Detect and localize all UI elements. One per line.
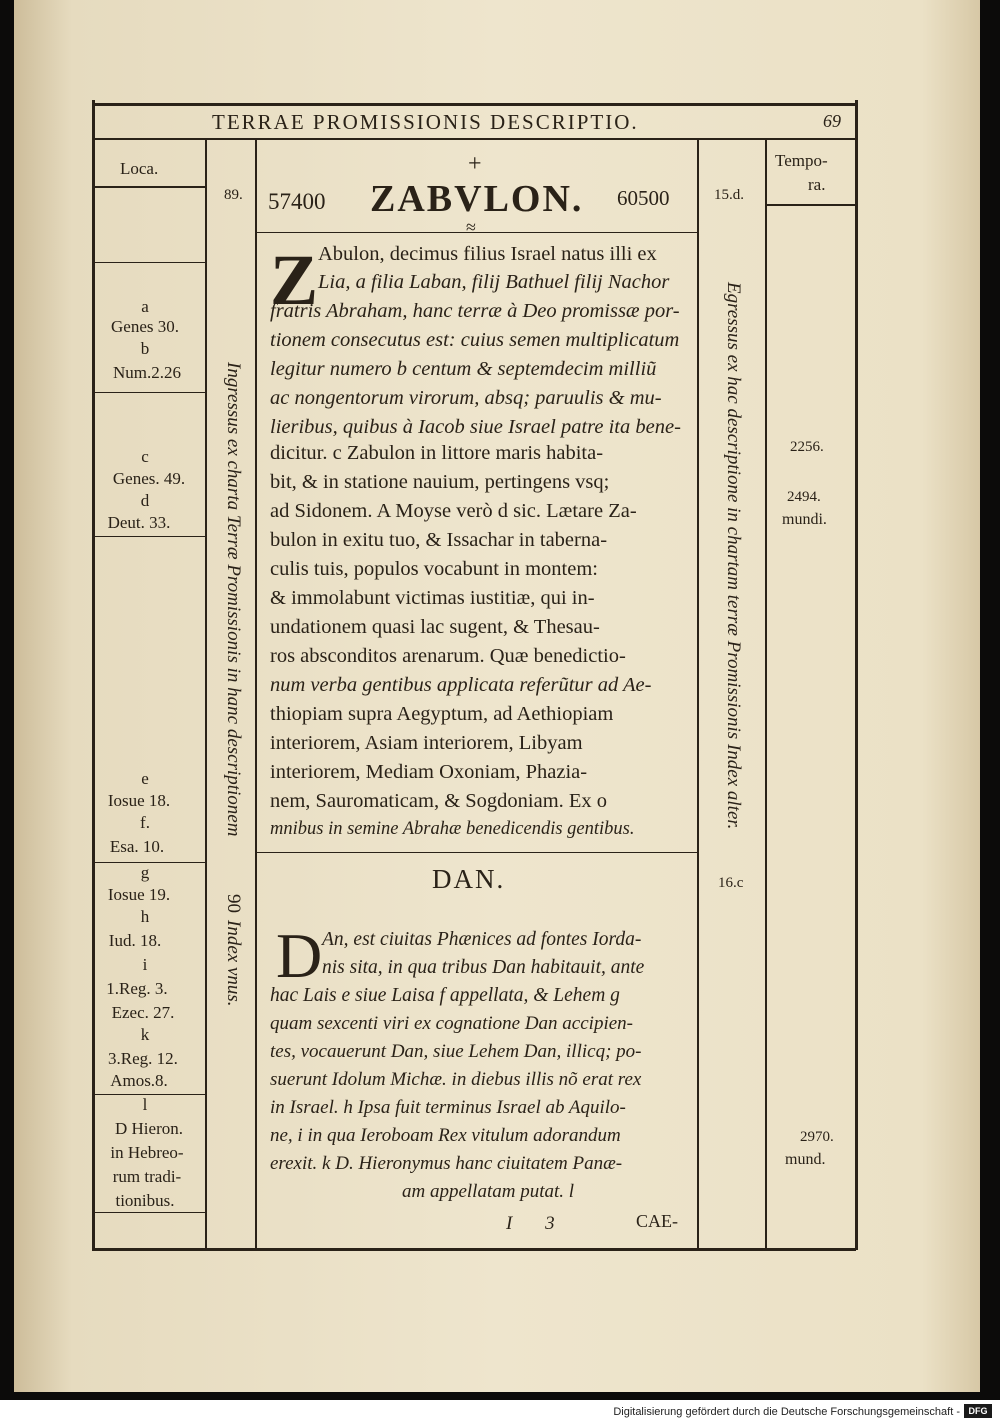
margin-note-c: c <box>141 447 149 466</box>
date-2494: 2494. <box>787 489 821 505</box>
right-ref-16c: 16.c <box>718 875 744 891</box>
right-vertical-index-text: Egressus ex hac descriptione in chartam terræ Promissionis Index alter. <box>723 282 744 830</box>
margin-note-num: Num.2.26 <box>113 363 181 382</box>
margin-note-b: b <box>140 339 150 358</box>
zabulon-line: legitur numero b centum & septemdecim milliũ <box>270 358 657 380</box>
loca-divider <box>95 1094 205 1095</box>
margin-note-g: g <box>140 863 150 882</box>
zabulon-line: undationem quasi lac sugent, & Thesau- <box>270 616 600 638</box>
running-title: TERRAE PROMISSIONIS DESCRIPTIO. <box>212 110 639 134</box>
dan-line: quam sexcenti viri ex cognatione Dan accipien- <box>270 1013 633 1034</box>
dan-line: in Israel. h Ipsa fuit terminus Israel ab Aquilo- <box>270 1097 626 1118</box>
loca-heading: Loca. <box>120 159 159 178</box>
zabulon-line: bit, & in statione nauium, pertingens vsq; <box>270 471 610 493</box>
catchword: CAE- <box>636 1211 678 1231</box>
margin-note-iosue-18: Iosue 18. <box>107 791 171 810</box>
loca-divider <box>95 536 205 537</box>
margin-note-esa: Esa. 10. <box>109 837 165 856</box>
left-vertical-index-vnus: Index vnus. <box>223 920 244 1007</box>
tempora-heading-1: Tempo- <box>775 151 828 170</box>
dfg-logo-icon: DFG <box>964 1404 992 1418</box>
tempora-heading-2: ra. <box>808 175 826 194</box>
dan-line: nis sita, in qua tribus Dan habitauit, ante <box>322 957 645 978</box>
margin-note-ezec: Ezec. 27. <box>111 1003 175 1022</box>
margin-note-k: k <box>140 1025 150 1044</box>
dan-line: An, est ciuitas Phænices ad fontes Iorda- <box>322 929 642 950</box>
margin-note-3-reg: 3.Reg. 12. <box>108 1049 178 1068</box>
date-2256: 2256. <box>790 439 824 455</box>
frame-bottom-rule <box>92 1248 856 1251</box>
column-rule-left-1 <box>205 140 207 1248</box>
footer-bar <box>0 1400 1000 1423</box>
loca-underline <box>95 186 205 188</box>
frame-right-rule <box>855 100 858 1250</box>
zabulon-line: Abulon, decimus filius Israel natus illi ex <box>318 243 657 265</box>
column-rule-right-2 <box>765 140 767 1248</box>
zabulon-right-number: 60500 <box>617 186 670 210</box>
zabulon-line: & immolabunt victimas iustitiæ, qui in- <box>270 587 595 609</box>
body-divider <box>257 852 697 853</box>
zabulon-line: num verba gentibus applicata referũtur ad Ae- <box>270 674 652 696</box>
zabulon-line: ros absconditos arenarum. Quæ benedictio- <box>270 645 626 667</box>
zabulon-line: ac nongentorum virorum, absq; paruulis & mu- <box>270 387 662 409</box>
dan-line: hac Lais e siue Laisa f appellata, & Lehem g <box>270 985 620 1006</box>
zabulon-line: culis tuis, populos vocabunt in montem: <box>270 558 598 580</box>
loca-divider <box>95 262 205 263</box>
footer-credit: Digitalisierung gefördert durch die Deutsche Forschungsgemeinschaft - <box>613 1406 960 1418</box>
margin-note-a: a <box>141 297 149 316</box>
dan-dropcap: D <box>276 920 323 991</box>
aquarius-ornament: ≈ <box>466 217 476 237</box>
body-divider <box>257 232 697 233</box>
zabulon-line: thiopiam supra Aegyptum, ad Aethiopiam <box>270 703 614 725</box>
margin-note-d: d <box>140 491 150 510</box>
zabulon-page-ref: 89. <box>224 187 243 203</box>
dan-line: tes, vocauerunt Dan, siue Lehem Dan, illicq; po- <box>270 1041 642 1062</box>
dan-line: am appellatam putat. l <box>402 1181 575 1202</box>
loca-divider <box>95 392 205 393</box>
column-rule-right-1 <box>697 140 699 1248</box>
zabulon-line: tionem consecutus est: cuius semen multiplicatum <box>270 329 680 351</box>
zabulon-line: interiorem, Asiam interiorem, Libyam <box>270 732 583 754</box>
margin-note-e: e <box>141 769 149 788</box>
margin-note-l: l <box>142 1095 148 1114</box>
margin-note-amos: Amos.8. <box>110 1071 168 1090</box>
zabulon-line: bulon in exitu tuo, & Issachar in taberna- <box>270 529 608 551</box>
loca-divider <box>95 1212 205 1213</box>
margin-note-iud: Iud. 18. <box>108 931 162 950</box>
zabulon-line: fratris Abraham, hanc terræ à Deo promissæ por- <box>270 300 680 322</box>
zabulon-line: ad Sidonem. A Moyse verò d sic. Lætare Za- <box>270 500 637 522</box>
margin-note-hieron: D Hieron. <box>115 1119 183 1138</box>
zabulon-line: interiorem, Mediam Oxoniam, Phazia- <box>270 761 588 783</box>
zabulon-side-ref: 15.d. <box>714 187 744 203</box>
margin-note-iosue-19: Iosue 19. <box>107 885 171 904</box>
margin-note-i: i <box>142 955 148 974</box>
margin-note-tradi: rum tradi- <box>112 1167 182 1186</box>
date-mundi: mundi. <box>782 511 827 528</box>
tempora-underline <box>767 204 855 206</box>
margin-note-tionibus: tionibus. <box>115 1191 175 1210</box>
zabulon-line: dicitur. c Zabulon in littore maris habita- <box>270 442 604 464</box>
left-vertical-index-text: Ingressus ex charta Terræ Promissionis in hanc descriptionem <box>223 362 244 837</box>
dan-line: suerunt Idolum Michæ. in diebus illis nõ erat rex <box>270 1069 642 1090</box>
zabulon-title: ZABVLON. <box>370 178 584 220</box>
date-2970: 2970. <box>800 1129 834 1145</box>
zabulon-line: nem, Sauromaticam, & Sogdoniam. Ex o <box>270 790 608 812</box>
dan-title: DAN. <box>432 864 506 894</box>
dan-line: ne, i in qua Ieroboam Rex vitulum adorandum <box>270 1125 621 1146</box>
page-number: 69 <box>823 111 841 131</box>
frame-top-rule <box>92 103 856 106</box>
margin-note-hebreo: in Hebreo- <box>110 1143 184 1162</box>
zabulon-left-number: 57400 <box>268 189 326 214</box>
cross-ornament: + <box>468 151 482 177</box>
dan-line: erexit. k D. Hieronymus hanc ciuitatem Panæ- <box>270 1153 623 1174</box>
margin-note-f: f. <box>140 813 150 832</box>
margin-note-h: h <box>140 907 150 926</box>
signature-mark: I 3 <box>506 1213 569 1234</box>
left-vertical-number: 90 <box>223 894 244 913</box>
margin-note-genes-49: Genes. 49. <box>112 469 186 488</box>
margin-note-genes-30: Genes 30. <box>111 317 179 336</box>
zabulon-dropcap: Z <box>270 240 319 320</box>
margin-note-1-reg: 1.Reg. 3. <box>106 979 168 998</box>
margin-note-deut: Deut. 33. <box>107 513 171 532</box>
zabulon-line: Lia, a filia Laban, filij Bathuel filij Nachor <box>318 271 670 293</box>
date-mund: mund. <box>785 1151 826 1168</box>
zabulon-line: mnibus in semine Abrahæ benedicendis gentibus. <box>270 819 635 839</box>
zabulon-line: lieribus, quibus à Iacob siue Israel patre ita bene- <box>270 416 681 438</box>
column-rule-left-2 <box>255 140 257 1248</box>
loca-divider <box>95 862 205 863</box>
